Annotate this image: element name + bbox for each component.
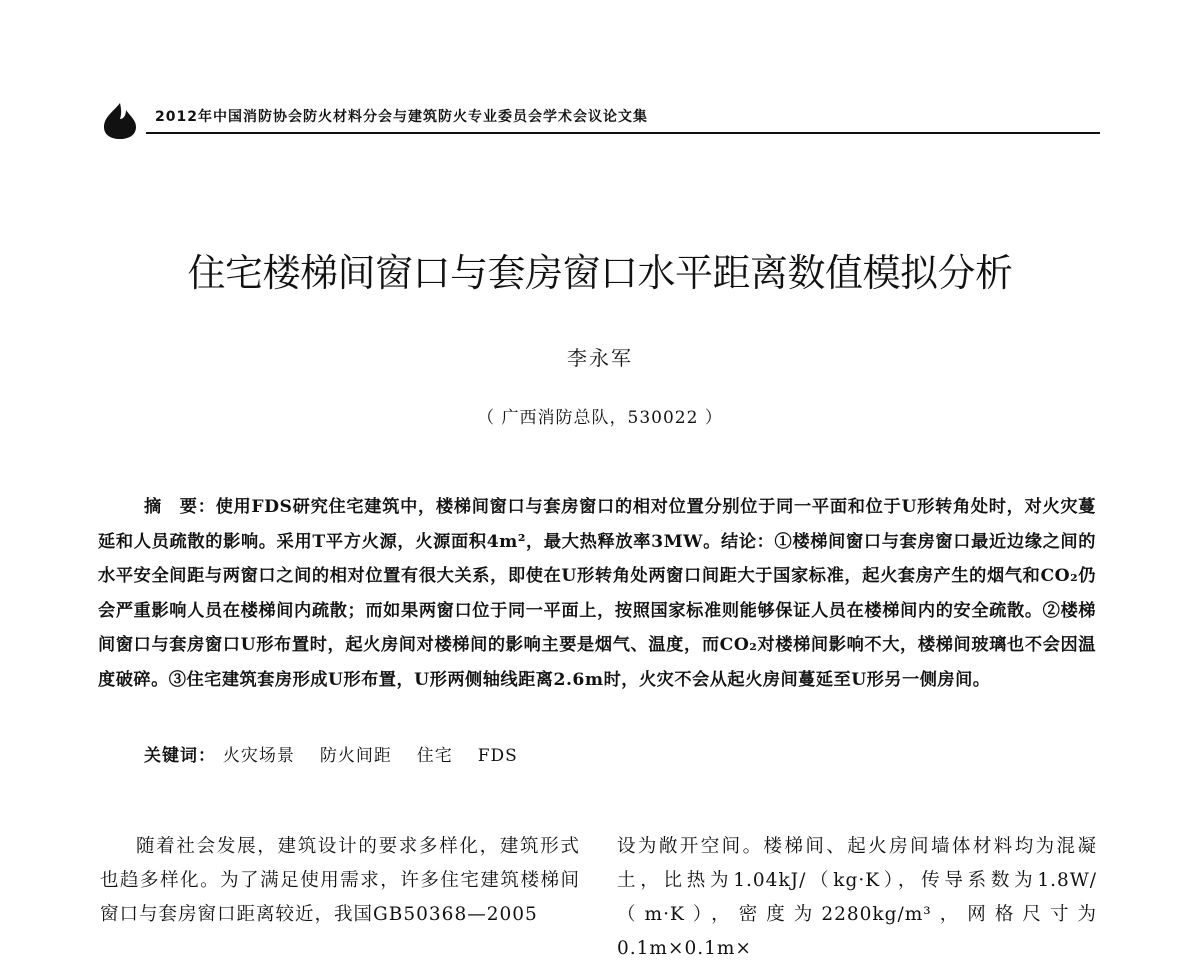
- running-header: [100, 96, 1100, 142]
- abstract-label: 摘 要：: [144, 497, 216, 517]
- keywords-label: 关键词：: [144, 746, 216, 766]
- keyword: FDS: [477, 746, 518, 766]
- body-right-column: [617, 830, 1097, 966]
- keywords: [144, 741, 536, 766]
- author-name: 李永军: [567, 346, 633, 370]
- paper-title: 住宅楼梯间窗口与套房窗口水平距离数值模拟分析: [187, 251, 1013, 295]
- keyword: 火灾场景: [222, 746, 295, 766]
- header-rule: [146, 132, 1100, 134]
- abstract: [98, 490, 1096, 697]
- body-left-column: [100, 830, 580, 932]
- abstract-text: 使用FDS研究住宅建筑中，楼梯间窗口与套房窗口的相对位置分别位于同一平面和位于U形转角处时，对火灾蔓延和人员疏散的影响。采用T平方火源，火源面积4m²，最大热释放率3MW。结论：①楼梯间窗口与套房窗口最近边缘之间的水平安全间距与两窗口之间的相对位置有很大关系，即使在U形转角处两窗口间距大于国家标准，起火套房产生的烟气和CO₂仍会严重影响人员在楼梯间内疏散；而如果两窗口位于同一平面上，按照国家标准则能够保证人员在楼梯间内的安全疏散。②楼梯间窗口与套房窗口U形布置时，起火房间对楼梯间的影响主要是烟气、温度，而CO₂对楼梯间影响不大，楼梯间玻璃也不会因温度破碎。③住宅建筑套房形成U形布置，U形两侧轴线距离2.6m时，火灾不会从起火房间蔓延至U形另一侧房间。: [98, 497, 1096, 690]
- flame-logo-icon: [100, 100, 140, 140]
- body-right-text: 设为敞开空间。楼梯间、起火房间墙体材料均为混凝土，比热为1.04kJ/（kg·K），传导系数为1.8W/（m·K），密度为2280kg/m³，网格尺寸为0.1m×0.1m×: [617, 836, 1097, 959]
- author-affiliation: （ 广西消防总队，530022 ）: [477, 408, 723, 428]
- conference-title: 2012年中国消防协会防火材料分会与建筑防火专业委员会学术会议论文集: [155, 109, 648, 125]
- body-left-text: 随着社会发展，建筑设计的要求多样化，建筑形式也趋多样化。为了满足使用需求，许多住宅建筑楼梯间窗口与套房窗口距离较近，我国GB50368—2005: [100, 836, 580, 925]
- keyword: 住宅: [416, 746, 453, 766]
- keyword: 防火间距: [319, 746, 392, 766]
